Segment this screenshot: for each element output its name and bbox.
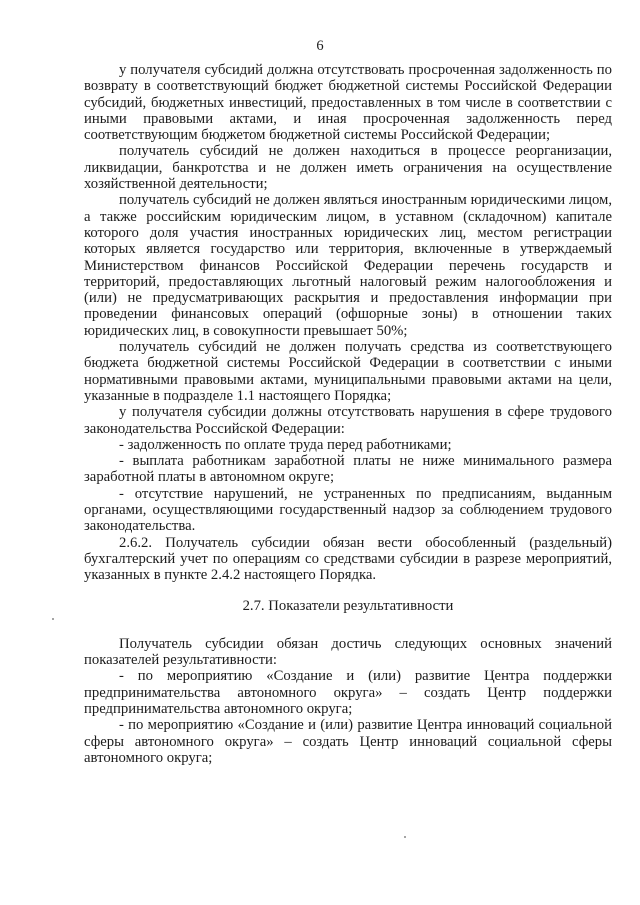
paragraph-no-reorganization: получатель субсидий не должен находиться в процессе реорганизации, ликвидации, банкротства и не должен иметь ограничения на осуществление хозяйственной деятельности; xyxy=(84,143,612,193)
list-item-wage-debt: - задолженность по оплате труда перед работниками; xyxy=(119,436,452,453)
scan-speck xyxy=(404,836,406,838)
document-body xyxy=(84,62,612,766)
paragraph-no-other-budget-funds: получатель субсидий не должен получать средства из соответствующего бюджета бюджетной системы Российской Федерации в соответствии с иными нормативными правовыми актами, муниципальными правовыми актами на цели, указанные в подразделе 1.1 настоящего Порядка; xyxy=(84,339,612,404)
list-item-no-violations: - отсутствие нарушений, не устраненных по предписаниям, выданным органами, осуществляющими государственный надзор за соблюдением трудового законодательства. xyxy=(84,485,612,535)
list-item-social-innovation-center: - по мероприятию «Создание и (или) развитие Центра инноваций социальной сферы автономного округа» – создать Центр инноваций социальной сферы автономного округа; xyxy=(84,717,612,766)
paragraph-not-foreign-entity: получатель субсидий не должен являться иностранным юридическими лицом, а также российским юридическим лицом, в уставном (складочном) капитале которого доля участия иностранных юридических лиц, местом регистрации которых является государство или территория, включенные в утверждаемый Министерством финансов Российской Федерации перечень государств и территорий, предоставляющих льготный налоговый режим налогообложения и (или) не предусматривающих раскрытия и предоставления информации при проведении финансовых операций (офшорные зоны) в отношении таких юридических лиц, в совокупности превышает 50%; xyxy=(84,192,612,339)
paragraph-no-overdue-debt: у получателя субсидий должна отсутствовать просроченная задолженность по возврату в соответствующий бюджет бюджетной системы Российской Федерации субсидий, бюджетных инвестиций, предоставленных в том числе в соответствии с иными правовыми актами, и иная просроченная задолженность перед соответствующим бюджетом бюджетной системы Российской Федерации; xyxy=(84,62,612,144)
paragraph-performance-indicators: Получатель субсидии обязан достичь следующих основных значений показателей результативности: xyxy=(84,635,612,669)
scan-speck xyxy=(52,618,54,620)
section-heading: 2.7. Показатели результативности xyxy=(242,597,454,614)
list-item-minimum-wage: - выплата работникам заработной платы не ниже минимального размера заработной платы в автономном округе; xyxy=(84,453,612,486)
page-number: 6 xyxy=(316,38,324,54)
paragraph-labor-law-compliance: у получателя субсидии должны отсутствовать нарушения в сфере трудового законодательства Российской Федерации: xyxy=(84,404,612,437)
list-item-business-support-center: - по мероприятию «Создание и (или) развитие Центра поддержки предпринимательства автономного округа» – создать Центр поддержки предпринимательства автономного округа; xyxy=(84,668,612,717)
paragraph-separate-accounting: 2.6.2. Получатель субсидии обязан вести обособленный (раздельный) бухгалтерский учет по операциям со средствами субсидии в разрезе мероприятий, указанных в пункте 2.4.2 настоящего Порядка. xyxy=(84,534,612,584)
